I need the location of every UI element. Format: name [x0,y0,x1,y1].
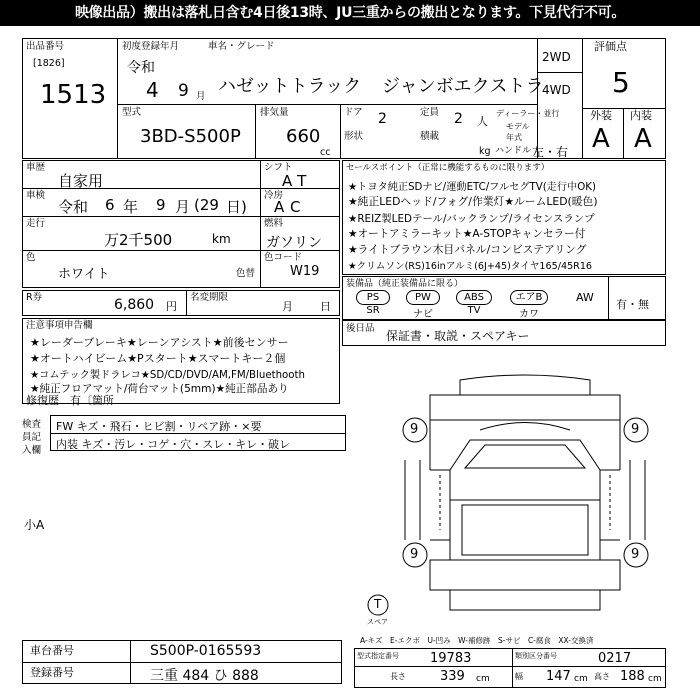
dealer-label: ディーラー・並行 [496,109,560,118]
handle-value: 左・右 [532,145,569,159]
mileage-unit: km [212,232,231,246]
notes-label: 注意事項申告欄 [26,320,93,331]
width-label: 幅 [515,672,523,681]
tire-fl-mark: 9 [410,422,419,437]
interior-value: A [634,124,652,154]
registration-era: 令和 [127,60,155,76]
chassis-value: S500P-0165593 [150,643,262,659]
sales-point-line: ★REIZ製LEDテール/バックランプ/ライセンスランプ [348,213,595,225]
note-line: ★オートハイビーム★Pスタート★スマートキー２個 [30,352,286,365]
color-code: W19 [290,264,320,279]
registration-month-unit: 月 [196,91,206,102]
color-value: ホワイト [58,267,110,282]
displacement-unit: cc [320,147,331,158]
lot-number: 1513 [40,80,107,110]
doors-label: ドア [344,107,363,118]
rear-items-value: 保証書・取説・スペアキー [386,329,530,343]
equipment-aw: AW [576,291,594,304]
dealer-year-label: 年式 [506,133,522,142]
lot-label: 出品番号 [26,41,65,52]
length-unit: cm [476,674,490,684]
handwritten-note: 小A [24,518,45,532]
displacement-value: 660 [286,126,321,147]
drive-4wd: 4WD [542,83,571,97]
inspection-month-unit: 月 [175,198,191,216]
note-line: ★レーダーブレーキ★レーンアシスト★前後センサー [30,336,289,349]
height-unit: cm [648,674,662,684]
equipment-airbag: エアB カワ [510,290,548,320]
score-label: 評価点 [594,40,627,53]
tire-fr-mark: 9 [631,422,640,437]
handle-label: ハンドル [495,146,532,156]
height-value: 188 [620,669,645,684]
mileage-label: 走行 [26,218,46,229]
registration-month: 9 [178,81,189,101]
name-change-month: 月 [282,300,293,313]
equipment-pw: PW ナビ [406,290,440,320]
width-value: 147 [546,669,571,684]
mileage-value: 万2千500 [104,231,173,249]
note-line: ★純正フロアマット/荷台マット(5mm)★純正部品あり [30,383,289,395]
equipment-abs: ABS TV [456,290,492,316]
capacity-value: 2 [454,111,463,127]
height-label: 高さ [594,672,610,681]
repair-label: 修復歴 [26,394,59,407]
capacity-label: 定員 [420,107,440,118]
registration-year: 4 [146,78,159,102]
chassis-label: 車台番号 [30,644,74,657]
equipment-ps: PS SR [356,290,390,316]
plate-value: 三重 484 ひ 888 [150,668,259,684]
score-value: 5 [612,66,630,99]
inspection-month: 9 [156,196,166,214]
damage-legend: A-キズ E-エクボ U-凹み W-補修跡 S-サビ C-腐食 XX-交換済 [360,636,594,645]
designation-label: 型式指定番号 [357,652,399,660]
aircon-value: AC [274,198,307,216]
spare-label: スペア [367,618,388,626]
warranty-label: 有・無 [616,298,649,311]
repair-value: 有〔箇所 [70,394,114,407]
tax-unit: 円 [166,300,177,313]
category-value: 0217 [598,651,632,666]
tax-value: 6,860 [114,297,155,313]
displacement-label: 排気量 [260,107,289,118]
car-grade: ジャンボエクストラ [382,76,544,97]
inspector-label: 検査員記入欄 [22,419,42,456]
interior-label: 内装 [630,109,652,122]
drive-2wd: 2WD [542,50,571,64]
width-unit: cm [574,674,588,684]
inspection-day: (29 [194,196,219,214]
shift-label: シフト [264,162,293,173]
shape-label: 形状 [344,131,364,142]
inspector-line2: 内装 キズ・汚レ・コゲ・穴・スレ・キレ・破レ [56,438,291,451]
header-banner: 映像出品）搬出は落札日含む4日後13時、JU三重からの搬出となります。下見代行不可。 [0,0,700,26]
capacity-unit: 人 [477,115,488,128]
name-change-day: 日 [320,300,331,313]
doors-value: 2 [378,111,387,127]
equipment-label: 装備品（純正装備品に限る） [346,279,464,289]
sales-point-line: ★トヨタ純正SDナビ/運動ETC/フルセグTV(走行中OK) [348,182,596,193]
exterior-value: A [592,124,610,154]
sales-point-line: ★純正LEDヘッド/フォグ/作業灯★ルームLED(暖色) [348,195,598,208]
spare-mark: T [374,597,382,611]
exterior-label: 外装 [590,109,612,122]
sales-point-line: ★ライトブラウン木目パネル/コンビステアリング [348,243,587,256]
length-label: 長さ [390,672,406,681]
inspection-day-unit: 日) [226,198,247,216]
color-label: 色 [26,252,36,263]
load-unit: kg [479,146,491,157]
sales-point-line: ★オートアミラーキット★A-STOPキャンセラー付 [348,228,586,240]
fuel-value: ガソリン [266,235,322,251]
designation-value: 19783 [430,651,472,666]
shift-value: AT [282,172,313,190]
inspection-era: 令和 [58,198,89,216]
car-label: 車名・グレード [208,41,275,52]
load-label: 積載 [420,131,440,142]
inspection-label: 車検 [26,190,46,201]
rear-items-label: 後日品 [346,323,375,334]
length-value: 339 [440,669,465,684]
aircon-label: 冷房 [264,190,284,201]
plate-label: 登録番号 [30,666,74,679]
tire-rl-mark: 9 [410,547,419,562]
lot-code: [1826] [33,58,65,69]
name-change-label: 名変期限 [190,292,229,303]
fuel-label: 燃料 [264,218,284,229]
color-change-label: 色替 [236,268,256,279]
note-line: ★コムテック製ドラレコ★SD/CD/DVD/AM,FM/Bluethooth [30,370,305,381]
history-label: 車歴 [26,162,46,173]
model-label: 型式 [122,107,142,118]
car-name: ハゼットトラック [218,76,362,97]
sales-point-line: ★クリムソン(RS)16inアルミ(6J+45)タイヤ165/45R16 [348,261,593,272]
history-value: 自家用 [58,172,104,190]
registration-label: 初度登録年月 [122,41,180,52]
dealer-model-label: モデル [506,122,530,131]
model-value: 3BD-S500P [140,126,241,147]
tire-rr-mark: 9 [631,547,640,562]
inspection-year: 6 [105,196,115,214]
inspection-year-unit: 年 [123,198,139,216]
sales-points-label: セールスポイント（正常に機能するものに限ります） [346,163,550,173]
inspector-line1: FW キズ・飛石・ヒビ割・リペア跡・×要 [56,420,262,433]
tax-label: R券 [26,292,43,303]
category-label: 類別区分番号 [515,652,557,660]
color-code-label: 色コード [264,252,303,263]
